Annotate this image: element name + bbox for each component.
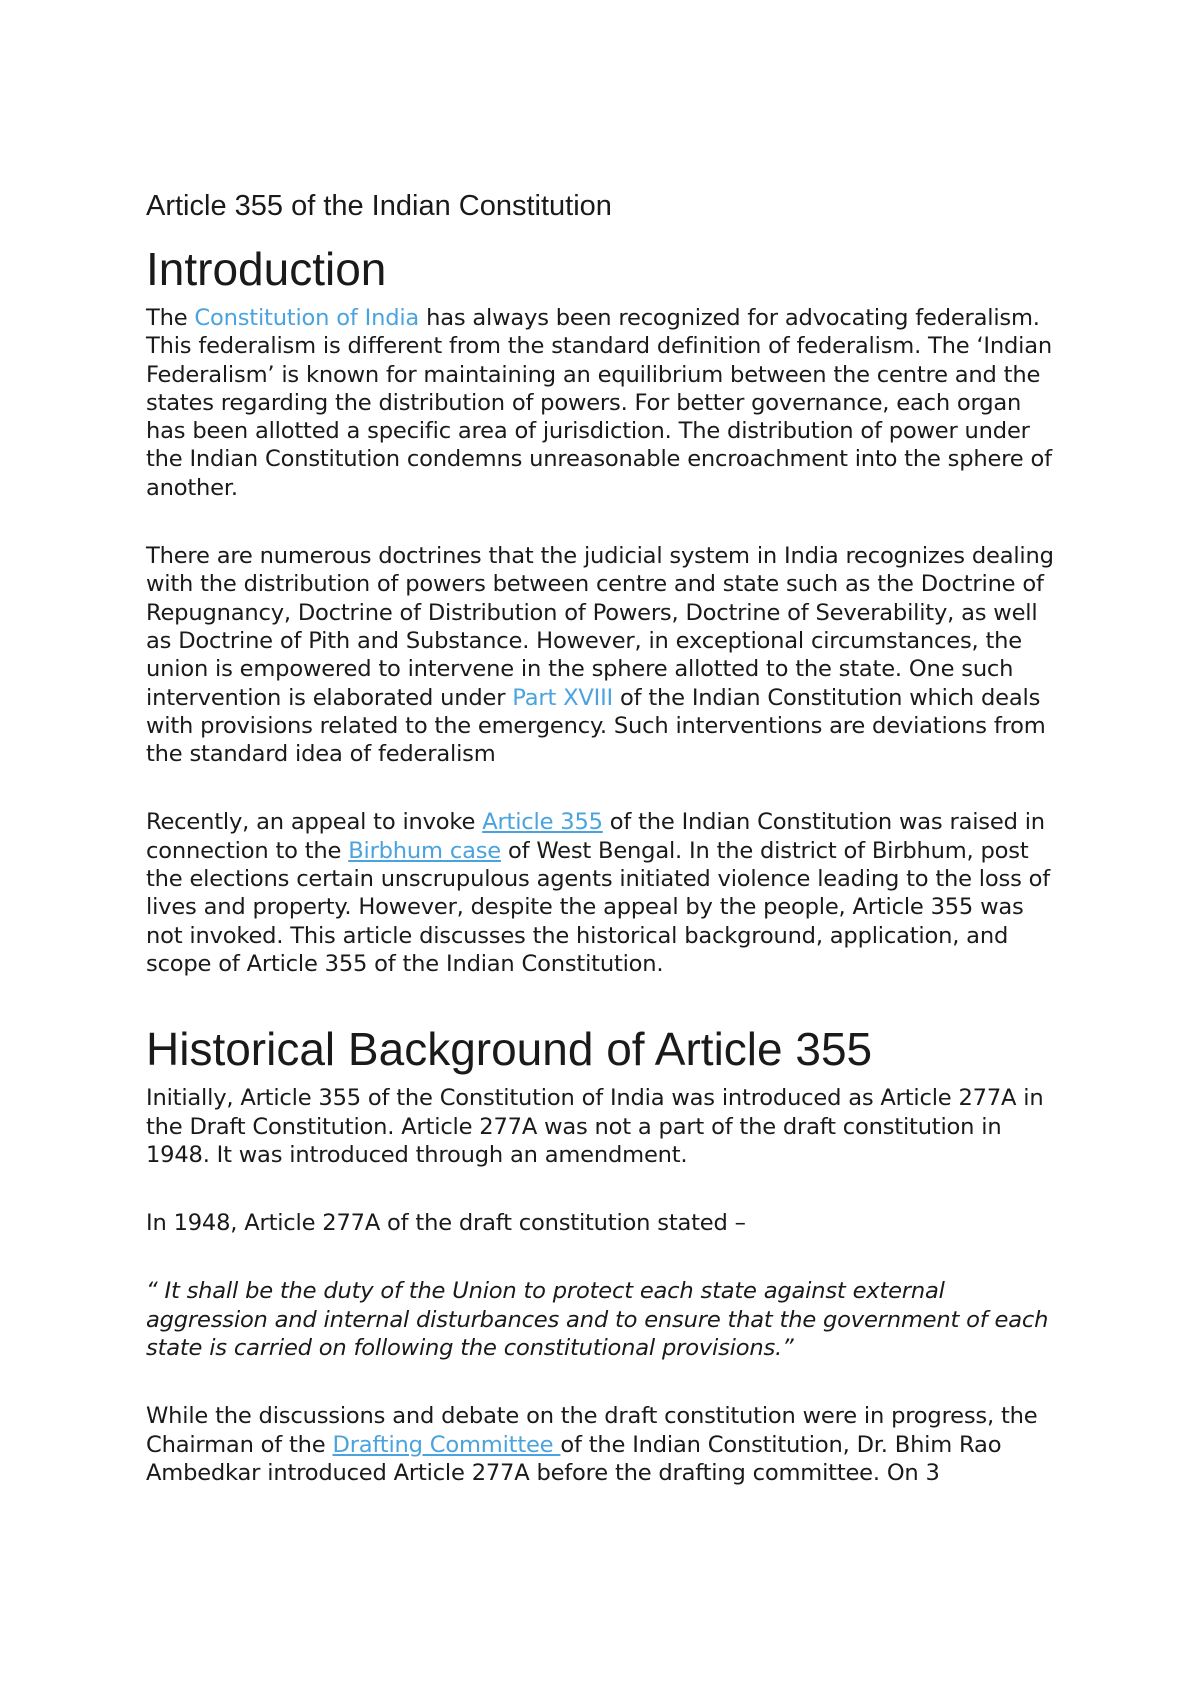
link-article-355[interactable]: Article 355 — [482, 809, 603, 836]
paragraph-intro-3 — [146, 808, 1066, 978]
paragraph-intro-1 — [146, 304, 1066, 502]
section-heading-historical-background: Historical Background of Article 355 — [146, 1023, 873, 1076]
text: of the Indian Constitution which deals with provisions related to the emergency. Such interventions are deviations from the standard idea of federalism — [146, 684, 1046, 768]
document-page — [146, 188, 1066, 1527]
text: The — [146, 305, 195, 331]
link-part-xviii[interactable]: Part XVIII — [512, 684, 614, 711]
paragraph-history-3 — [146, 1402, 1066, 1487]
paragraph-history-1: Initially, Article 355 of the Constitution of India was introduced as Article 277A in the Draft Constitution. Article 277A was not a part of the draft constitution in 1948. It was introduced through an amendment. — [146, 1085, 1044, 1168]
link-constitution-of-india[interactable]: Constitution of India — [194, 305, 420, 331]
document-title: Article 355 of the Indian Constitution — [146, 190, 612, 222]
text: of West Bengal. In the district of Birbhum, post the elections certain unscrupulous agents initiated violence leading to the loss of lives and property. However, despite the appeal by the people, Article 355 was not invoked. This article discusses the historical background, application, and scope of Article 355 of the Indian Constitution. — [146, 837, 1051, 977]
text: Recently, an appeal to invoke — [146, 809, 483, 836]
text: of the Indian Constitution, Dr. Bhim Rao Ambedkar introduced Article 277A before the drafting committee. On 3 — [146, 1431, 1002, 1486]
quote-article-277a: “ It shall be the duty of the Union to protect each state against external aggression and internal disturbances and to ensure that the government of each state is carried on following the constitutional provisions.” — [146, 1278, 1049, 1362]
text: There are numerous doctrines that the judicial system in India recognizes dealing with the distribution of powers between centre and state such as the Doctrine of Repugnancy, Doctrine of Distribution of Powers, Doctrine of Severability, as well as Doctrine of Pith and Substance. However, in exceptional circumstances, the union is empowered to intervene in the sphere allotted to the state. One such intervention is elaborated under — [146, 543, 1054, 711]
text: has always been recognized for advocating federalism. This federalism is different from the standard definition of federalism. The ‘Indian Federalism’ is known for maintaining an equilibrium between the centre and the states regarding the distribution of powers. For better governance, each organ has been allotted a specific area of jurisdiction. The distribution of power under the Indian Constitution condemns unreasonable encroachment into the sphere of another. — [146, 305, 1053, 501]
text: of the Indian Constitution was raised in connection to the — [146, 809, 1045, 864]
paragraph-intro-2 — [146, 542, 1066, 768]
link-birbhum-case[interactable]: Birbhum case — [348, 837, 501, 864]
link-drafting-committee[interactable]: Drafting Committee — [332, 1431, 561, 1458]
text: While the discussions and debate on the draft constitution were in progress, the Chairman of the — [146, 1403, 1038, 1458]
paragraph-history-2: In 1948, Article 277A of the draft constitution stated – — [146, 1210, 746, 1237]
section-heading-introduction: Introduction — [146, 243, 387, 295]
